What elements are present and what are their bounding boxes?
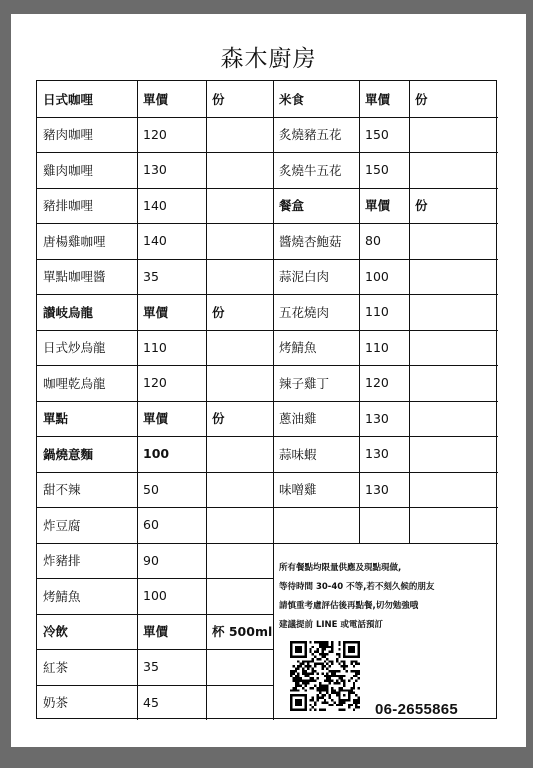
quantity-cell xyxy=(206,117,273,153)
quantity-cell xyxy=(206,259,273,295)
quantity-cell xyxy=(206,223,273,259)
price-cell: 100 xyxy=(143,588,167,604)
category-header-cell: 單點 xyxy=(43,411,69,427)
item-name-cell: 豬排咖哩 xyxy=(43,198,94,214)
item-name-cell: 單點咖哩醬 xyxy=(43,269,106,285)
item-name-cell: 蒜味蝦 xyxy=(279,446,317,462)
item-name-cell: 炙燒牛五花 xyxy=(279,162,342,178)
price-cell: 140 xyxy=(143,197,167,213)
category-header-cell: 杯 500ml xyxy=(212,624,273,640)
price-cell: 80 xyxy=(365,233,381,249)
price-cell: 35 xyxy=(143,659,159,675)
quantity-cell xyxy=(206,543,273,579)
category-header-cell: 份 xyxy=(212,91,225,107)
category-header-cell: 單價 xyxy=(365,91,391,107)
note-line: 建議提前 LINE 或電話預訂 xyxy=(279,620,383,630)
menu-page xyxy=(11,14,526,747)
category-header-cell: 讃岐烏龍 xyxy=(43,304,94,320)
quantity-cell xyxy=(409,436,498,472)
quantity-cell xyxy=(409,401,498,437)
price-cell: 45 xyxy=(143,694,159,710)
item-name-cell: 奶茶 xyxy=(43,695,69,711)
item-name-cell: 味噌雞 xyxy=(279,482,317,498)
category-header-cell: 份 xyxy=(212,304,225,320)
category-header-cell: 份 xyxy=(212,411,225,427)
item-name-cell: 烤鯖魚 xyxy=(279,340,317,356)
quantity-cell xyxy=(409,294,498,330)
price-cell: 120 xyxy=(143,126,167,142)
price-cell: 110 xyxy=(365,339,389,355)
price-cell: 130 xyxy=(365,481,389,497)
price-cell: 130 xyxy=(143,162,167,178)
quantity-cell xyxy=(206,578,273,614)
note-line: 等待時間 30-40 不等,若不刻久候的朋友 xyxy=(279,582,435,592)
quantity-cell xyxy=(206,649,273,685)
category-header-cell: 日式咖哩 xyxy=(43,91,94,107)
item-name-cell: 炸豆腐 xyxy=(43,517,81,533)
item-name-cell: 雞肉咖哩 xyxy=(43,162,94,178)
category-header-cell: 單價 xyxy=(143,411,169,427)
ordering-note xyxy=(279,559,494,635)
quantity-cell xyxy=(206,188,273,224)
quantity-cell xyxy=(206,685,273,721)
price-cell: 90 xyxy=(143,552,159,568)
price-cell: 100 xyxy=(365,268,389,284)
category-header-cell: 餐盒 xyxy=(279,198,305,214)
quantity-cell xyxy=(409,223,498,259)
price-cell: 130 xyxy=(365,446,389,462)
item-name-cell: 醬燒杏鮑菇 xyxy=(279,233,342,249)
item-name-cell: 烤鯖魚 xyxy=(43,588,81,604)
item-name-cell: 唐楊雞咖哩 xyxy=(43,233,106,249)
category-header-cell: 單價 xyxy=(143,624,169,640)
price-cell: 100 xyxy=(143,446,170,462)
quantity-cell xyxy=(206,365,273,401)
item-name-cell: 甜不辣 xyxy=(43,482,81,498)
menu-table xyxy=(36,80,497,719)
category-header-cell: 米食 xyxy=(279,91,305,107)
category-header-cell: 份 xyxy=(415,91,428,107)
grid-line xyxy=(273,543,498,544)
category-header-cell: 單價 xyxy=(143,91,169,107)
qr-code-icon xyxy=(290,641,360,711)
quantity-cell xyxy=(409,330,498,366)
price-cell: 60 xyxy=(143,517,159,533)
note-line: 所有餐點均限量供應及現點現做, xyxy=(279,563,402,573)
quantity-cell xyxy=(206,507,273,543)
price-cell xyxy=(359,507,409,543)
item-name-cell: 豬肉咖哩 xyxy=(43,127,94,143)
quantity-cell xyxy=(409,152,498,188)
quantity-cell xyxy=(409,507,498,543)
price-cell: 120 xyxy=(365,375,389,391)
item-name-cell: 咖哩乾烏龍 xyxy=(43,375,106,391)
note-line: 請慎重考慮評估後再點餐,切勿勉強哦 xyxy=(279,601,419,611)
price-cell: 140 xyxy=(143,233,167,249)
item-name-cell: 辣子雞丁 xyxy=(279,375,330,391)
price-cell: 50 xyxy=(143,481,159,497)
category-header-cell: 單價 xyxy=(143,304,169,320)
phone-number: 06-2655865 xyxy=(375,701,459,718)
quantity-cell xyxy=(206,472,273,508)
price-cell: 110 xyxy=(365,304,389,320)
price-cell: 130 xyxy=(365,410,389,426)
item-name-cell: 五花燒肉 xyxy=(279,304,330,320)
page-title: 森木廚房 xyxy=(220,46,317,72)
item-name-cell: 日式炒烏龍 xyxy=(43,340,106,356)
category-header-cell: 份 xyxy=(415,198,428,214)
quantity-cell xyxy=(409,259,498,295)
quantity-cell xyxy=(206,152,273,188)
quantity-cell xyxy=(409,117,498,153)
item-name-cell: 炙燒豬五花 xyxy=(279,127,342,143)
quantity-cell xyxy=(206,330,273,366)
quantity-cell xyxy=(409,365,498,401)
item-name-cell xyxy=(273,507,359,543)
quantity-cell xyxy=(206,436,273,472)
item-name-cell: 紅茶 xyxy=(43,659,69,675)
item-name-cell: 炸豬排 xyxy=(43,553,81,569)
quantity-cell xyxy=(409,472,498,508)
price-cell: 35 xyxy=(143,268,159,284)
item-name-cell: 鍋燒意麵 xyxy=(43,446,94,462)
price-cell: 150 xyxy=(365,162,389,178)
price-cell: 120 xyxy=(143,375,167,391)
item-name-cell: 蔥油雞 xyxy=(279,411,317,427)
price-cell: 110 xyxy=(143,339,167,355)
category-header-cell: 冷飲 xyxy=(43,624,69,640)
price-cell: 150 xyxy=(365,126,389,142)
category-header-cell: 單價 xyxy=(365,198,391,214)
item-name-cell: 蒜泥白肉 xyxy=(279,269,330,285)
